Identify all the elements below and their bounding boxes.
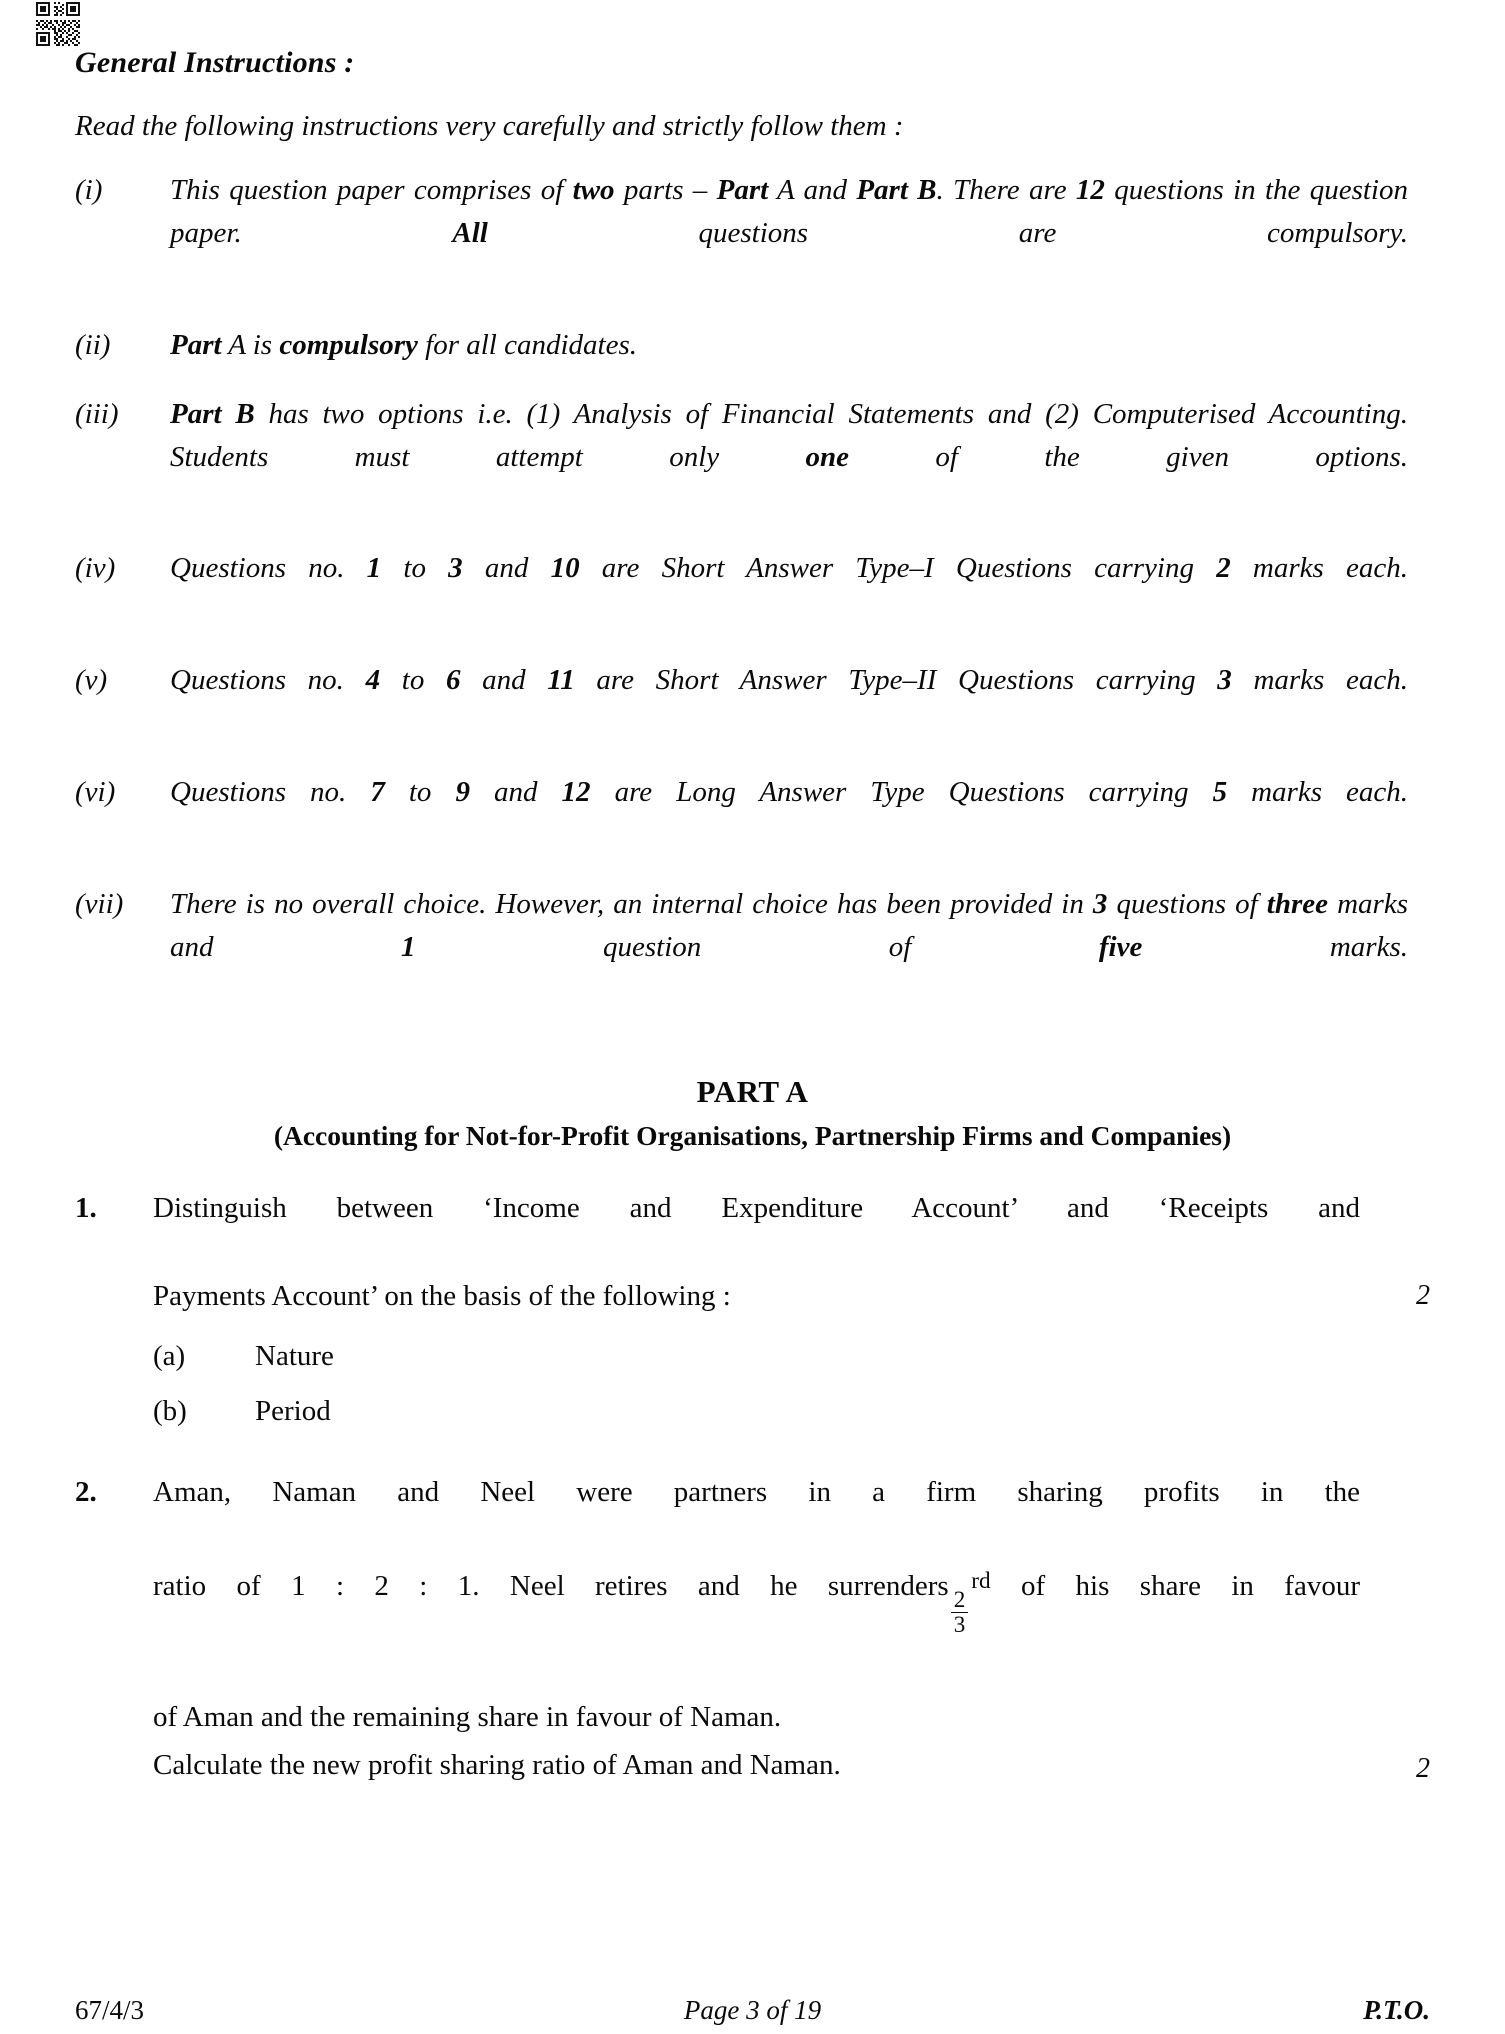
question-text: [153, 1186, 1370, 1318]
instruction-marker: (vi): [75, 775, 116, 808]
instruction-marker: (vii): [75, 887, 124, 920]
instruction-marker: (iv): [75, 552, 116, 585]
subitem-a: [153, 1340, 1430, 1373]
instruction-text: Questions no. 1 to 3 and 10 are Short Answer Type–I Questions carrying 2 marks each.: [170, 552, 1409, 585]
page-number: Page 3 of 19: [683, 1995, 822, 2025]
fraction-two-thirds: [951, 1588, 969, 1637]
instruction-text: Part B has two options i.e. (1) Analysis of Financial Statements and (2) Computerised Accounting. Students must attempt only one of the given options.: [170, 397, 1408, 473]
question-marks: 2: [1416, 1753, 1430, 1785]
instruction-text: Questions no. 7 to 9 and 12 are Long Answer Type Questions carrying 5 marks each.: [170, 775, 1409, 808]
instruction-item-iv: [75, 547, 1430, 633]
instruction-marker: (v): [75, 664, 108, 697]
general-instructions-lead: Read the following instructions very carefully and strictly follow them :: [75, 110, 904, 142]
instruction-text: This question paper comprises of two parts – Part A and Part B. There are 12 questions in the question paper. All questions are compulsory.: [170, 174, 1408, 249]
question-text: [153, 1470, 1370, 1791]
subitem-label: (b): [153, 1394, 187, 1427]
question-2: [75, 1470, 1430, 1791]
subitem-label: (a): [153, 1339, 186, 1372]
page-footer: [75, 1984, 1430, 2026]
turn-over-label: P.T.O.: [1363, 1995, 1430, 2025]
instruction-item-iii: [75, 393, 1430, 522]
question-line-with-fraction: [153, 1558, 1360, 1694]
question-1: [75, 1186, 1430, 1318]
question-line: Calculate the new profit sharing ratio of Aman and Naman.: [153, 1749, 841, 1782]
question-line: Aman, Naman and Neel were partners in a firm sharing profits in the: [153, 1475, 1360, 1508]
question-line: Distinguish between ‘Income and Expenditure Account’ and ‘Receipts and: [153, 1191, 1360, 1224]
question-1-subitems: [153, 1340, 1430, 1428]
instruction-item-vi: [75, 771, 1430, 857]
instruction-marker: (i): [75, 174, 103, 206]
instruction-item-v: [75, 659, 1430, 745]
fraction-ordinal-suffix: rd: [971, 1567, 991, 1594]
instruction-item-vii: [75, 883, 1430, 1012]
general-instructions-title: General Instructions :: [75, 46, 355, 79]
question-marks: 2: [1416, 1280, 1430, 1312]
question-line: Payments Account’ on the basis of the following :: [153, 1279, 731, 1312]
part-a-title: PART A: [696, 1073, 809, 1109]
question-line-part: ratio of 1 : 2 : 1. Neel retires and he surrenders: [153, 1569, 949, 1602]
question-number: 2.: [75, 1475, 97, 1508]
fraction-numerator: 2: [953, 1586, 966, 1613]
qr-code-icon: [36, 2, 80, 46]
instruction-marker: (ii): [75, 328, 111, 361]
question-number: 1.: [75, 1191, 97, 1224]
instruction-text: Part A is compulsory for all candidates.: [170, 328, 637, 361]
instruction-item-i: [75, 169, 1430, 298]
question-line: of Aman and the remaining share in favour of Naman.: [153, 1700, 782, 1733]
subitem-b: [153, 1395, 1430, 1428]
subitem-text: Nature: [255, 1339, 334, 1372]
instruction-marker: (iii): [75, 397, 119, 430]
instruction-text: There is no overall choice. However, an internal choice has been provided in 3 questions of three marks and 1 question of five marks.: [170, 887, 1408, 963]
instruction-text: Questions no. 4 to 6 and 11 are Short Answer Type–II Questions carrying 3 marks each.: [170, 664, 1408, 697]
fraction-denominator: 3: [951, 1612, 969, 1637]
part-a-subtitle: (Accounting for Not-for-Profit Organisations, Partnership Firms and Companies): [273, 1119, 1232, 1151]
question-line-part: of his share in favour: [1021, 1569, 1360, 1602]
instruction-item-ii: [75, 324, 1430, 367]
subitem-text: Period: [255, 1394, 331, 1427]
paper-code: 67/4/3: [75, 1995, 145, 2025]
